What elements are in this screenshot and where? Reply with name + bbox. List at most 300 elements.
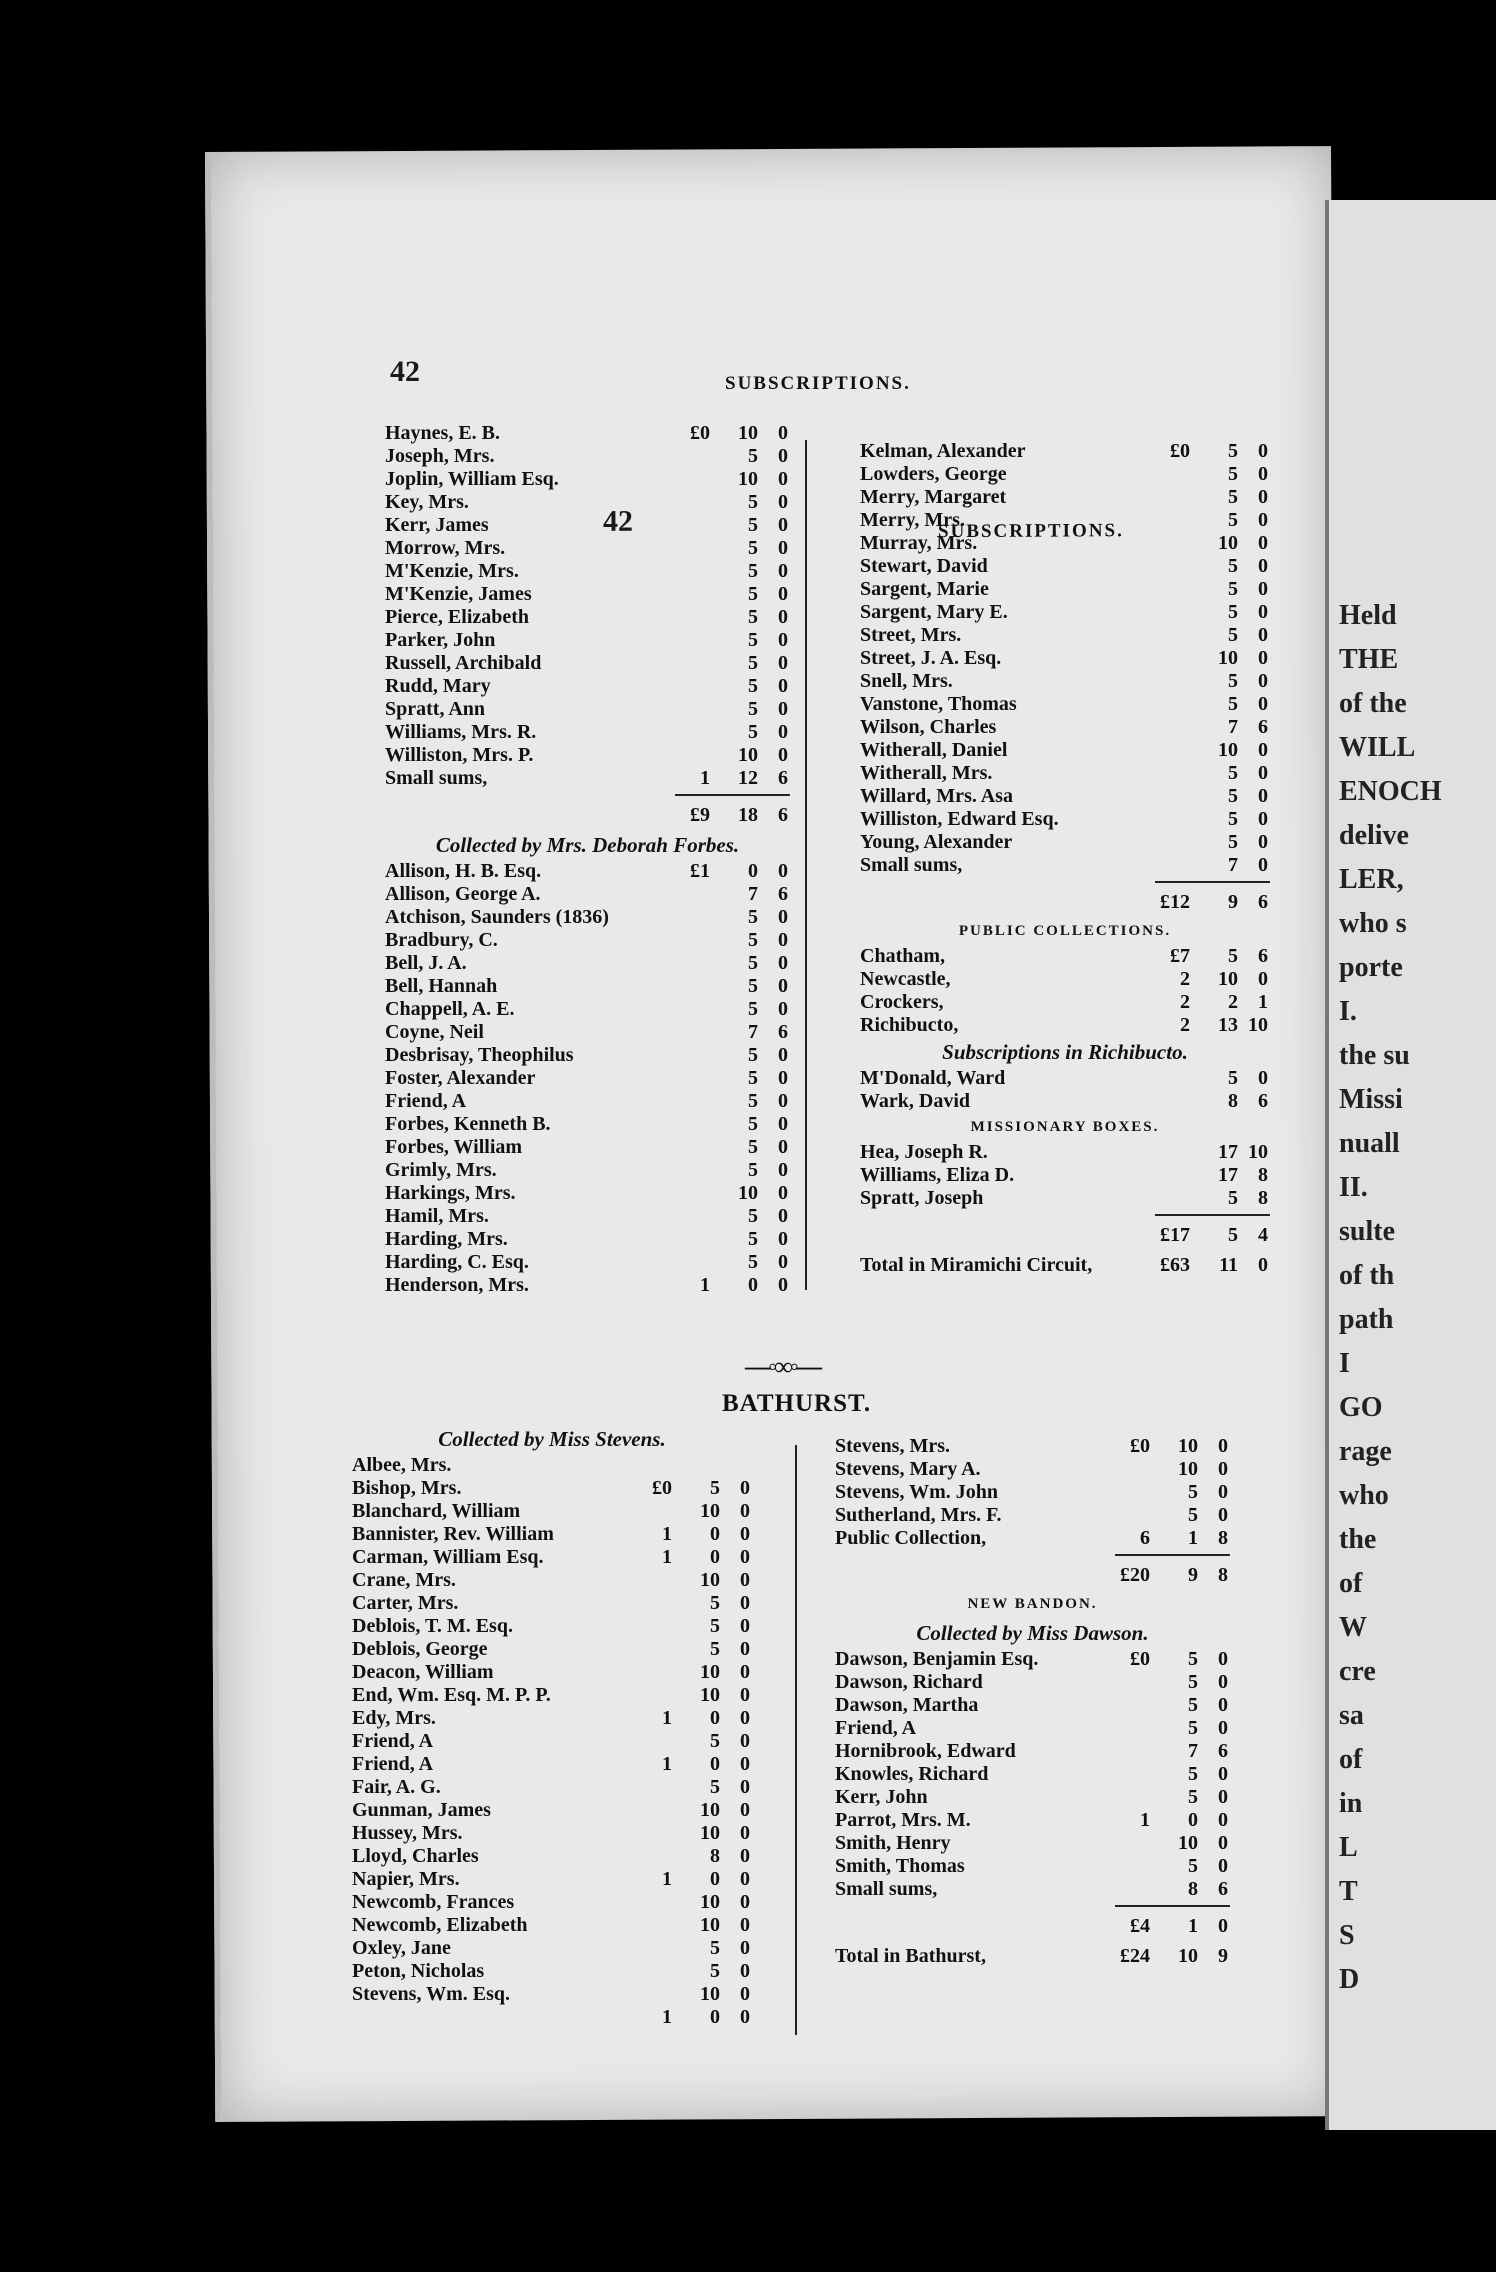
subscription-row (385, 468, 790, 491)
subscription-row (835, 1740, 1230, 1763)
shillings-value: 5 (1228, 831, 1238, 853)
subscription-row (835, 1435, 1230, 1458)
subscription-row (860, 762, 1270, 785)
shillings-value: 0 (710, 1753, 720, 1775)
subscription-row (860, 968, 1270, 991)
shillings-value: 5 (1228, 1187, 1238, 1209)
subscriber-name: Key, Mrs. (385, 491, 469, 513)
subscriber-name: Street, Mrs. (860, 624, 962, 646)
shillings-value: 5 (710, 1776, 720, 1798)
pence-value: 0 (778, 422, 788, 444)
subscriber-name: Harding, C. Esq. (385, 1251, 529, 1273)
collector-heading: Collected by Mrs. Deborah Forbes. (435, 833, 740, 857)
subscription-row (385, 606, 790, 629)
collector-heading: Collected by Miss Stevens. (438, 1427, 666, 1451)
pence-value: 0 (778, 583, 788, 605)
shillings-value: 10 (700, 1500, 720, 1522)
facing-page-text: LER, (1339, 864, 1404, 895)
shillings-value: 5 (1228, 601, 1238, 623)
total-pounds: £4 (1130, 1915, 1150, 1937)
shillings-value: 5 (748, 1067, 758, 1089)
pence-value: 0 (778, 1228, 788, 1250)
facing-page-text: path (1339, 1304, 1394, 1335)
subscriber-name: Peton, Nicholas (352, 1960, 485, 1982)
shillings-value: 5 (1188, 1763, 1198, 1785)
subscriber-name: Dawson, Benjamin Esq. (835, 1648, 1039, 1670)
subscription-row (835, 1786, 1230, 1809)
pence-value: 0 (1258, 578, 1268, 600)
shillings-value: 5 (748, 975, 758, 997)
subscription-row (835, 1763, 1230, 1786)
pence-value: 0 (740, 1684, 750, 1706)
shillings-value: 0 (710, 1546, 720, 1568)
facing-page-text: porte (1339, 952, 1403, 983)
total-shillings: 18 (738, 804, 758, 826)
subscriber-name: Edy, Mrs. (352, 1707, 436, 1729)
pence-value: 0 (1258, 808, 1268, 830)
subscription-row (835, 1832, 1230, 1855)
pence-value: 0 (778, 1136, 788, 1158)
subscription-row (385, 560, 790, 583)
shillings-value: 5 (748, 1159, 758, 1181)
shillings-value: 13 (1218, 1014, 1238, 1036)
total-shillings: 11 (1219, 1254, 1238, 1276)
sum-rule (385, 790, 790, 800)
total-pounds: £20 (1120, 1564, 1150, 1586)
shillings-value: 8 (710, 1845, 720, 1867)
shillings-value: 10 (1178, 1435, 1198, 1457)
subscription-row (835, 1648, 1230, 1671)
pounds-value: 1 (662, 1546, 672, 1568)
facing-page-text: D (1339, 1964, 1360, 1995)
facing-page-edge (1325, 200, 1496, 2130)
pounds-value: £0 (652, 1477, 672, 1499)
subscriber-name: Harkings, Mrs. (385, 1182, 516, 1204)
subscription-row (385, 952, 790, 975)
subscription-row (835, 1855, 1230, 1878)
facing-page-text: rage (1339, 1436, 1392, 1467)
pence-value: 0 (778, 629, 788, 651)
subscription-row (385, 1274, 790, 1297)
pence-value: 0 (778, 952, 788, 974)
subscription-row (860, 1090, 1270, 1113)
subscriber-name: Joplin, William Esq. (385, 468, 559, 490)
total-row (860, 1250, 1270, 1280)
running-head: SUBSCRIPTIONS. (937, 520, 1124, 543)
subscriber-name: Stevens, Wm. Esq. (352, 1983, 510, 2005)
subscription-row (860, 601, 1270, 624)
subscriber-name: Friend, A (352, 1753, 434, 1775)
subscription-row (352, 1615, 752, 1638)
subscriber-name: Allison, H. B. Esq. (385, 860, 542, 882)
subscriber-name: Pierce, Elizabeth (385, 606, 530, 628)
subscriber-name: Stewart, David (860, 555, 988, 577)
pence-value: 0 (1258, 555, 1268, 577)
subscriber-name: Friend, A (385, 1090, 467, 1112)
subscription-row (835, 1481, 1230, 1504)
subscription-row (385, 698, 790, 721)
shillings-value: 5 (1188, 1504, 1198, 1526)
pence-value: 0 (778, 514, 788, 536)
pence-value: 0 (778, 929, 788, 951)
subscription-row (385, 767, 790, 790)
shillings-value: 10 (700, 1661, 720, 1683)
subscriber-name: Witherall, Mrs. (860, 762, 993, 784)
sum-rule (835, 1550, 1230, 1560)
subscription-row (385, 629, 790, 652)
shillings-value: 5 (1228, 785, 1238, 807)
shillings-value: 0 (710, 1868, 720, 1890)
pounds-value: 2 (1180, 991, 1190, 1013)
subscription-row (385, 1228, 790, 1251)
shillings-value: 5 (748, 652, 758, 674)
facing-page-text: of (1339, 1744, 1363, 1775)
pence-value: 0 (740, 1799, 750, 1821)
left-column-bottom (352, 1424, 752, 2029)
subscription-row (860, 440, 1270, 463)
pence-value: 0 (740, 1638, 750, 1660)
shillings-value: 5 (1228, 693, 1238, 715)
subscriber-name: Deblois, George (352, 1638, 488, 1660)
subscription-row (385, 514, 790, 537)
shillings-value: 5 (1188, 1717, 1198, 1739)
subscription-row (860, 532, 1270, 555)
subscriber-name: Sargent, Marie (860, 578, 989, 600)
subscriber-name: Lowders, George (860, 463, 1007, 485)
pence-value: 0 (1258, 693, 1268, 715)
shillings-value: 10 (738, 468, 758, 490)
subscription-row (352, 1960, 752, 1983)
subscriber-name: Dawson, Richard (835, 1671, 983, 1693)
subscriber-name: Smith, Henry (835, 1832, 951, 1854)
pounds-value: 1 (662, 2006, 672, 2028)
pounds-value: 1 (662, 1523, 672, 1545)
pounds-value: 1 (662, 1753, 672, 1775)
pence-value: 6 (1218, 1878, 1228, 1900)
new-bandon-heading: NEW BANDON. (967, 1596, 1098, 1612)
subscriber-name: Bannister, Rev. William (352, 1523, 554, 1545)
pence-value: 0 (778, 906, 788, 928)
subscriber-name: Friend, A (835, 1717, 917, 1739)
pence-value: 6 (778, 883, 788, 905)
shillings-value: 5 (1228, 762, 1238, 784)
subscriber-name: Newcomb, Frances (352, 1891, 515, 1913)
pounds-value: 2 (1180, 1014, 1190, 1036)
total-label: Total in Bathurst, (835, 1945, 986, 1967)
subscriber-name: Richibucto, (860, 1014, 959, 1036)
subscriber-name: Grimly, Mrs. (385, 1159, 497, 1181)
subscription-row (352, 1868, 752, 1891)
subscription-row (385, 583, 790, 606)
subscription-row (352, 1523, 752, 1546)
richibucto-heading: Subscriptions in Richibucto. (942, 1040, 1188, 1064)
pence-value: 1 (1258, 991, 1268, 1013)
subscription-row (860, 555, 1270, 578)
subscriber-name: Desbrisay, Theophilus (385, 1044, 574, 1066)
shillings-value: 5 (748, 1228, 758, 1250)
subscriber-name: M'Kenzie, Mrs. (385, 560, 519, 582)
shillings-value: 5 (1228, 486, 1238, 508)
subscription-row (835, 1809, 1230, 1832)
pence-value: 0 (1258, 601, 1268, 623)
shillings-value: 0 (710, 1523, 720, 1545)
subscriber-name: Spratt, Ann (385, 698, 486, 720)
pence-value: 0 (778, 560, 788, 582)
subscription-row (352, 2006, 752, 2029)
pence-value: 0 (1258, 486, 1268, 508)
facing-page-text: THE (1339, 644, 1399, 675)
subscriber-name: Blanchard, William (352, 1500, 521, 1522)
subscription-row (860, 1164, 1270, 1187)
shillings-value: 10 (738, 744, 758, 766)
subscriber-name: Kerr, John (835, 1786, 928, 1808)
total-pounds: £17 (1160, 1224, 1190, 1246)
shillings-value: 5 (710, 1638, 720, 1660)
shillings-value: 5 (1228, 578, 1238, 600)
pence-value: 10 (1248, 1141, 1268, 1163)
pounds-value: 6 (1140, 1527, 1150, 1549)
total-pounds: £24 (1120, 1945, 1150, 1967)
total-shillings: 1 (1188, 1915, 1198, 1937)
running-head-label: SUBSCRIPTIONS. (725, 373, 911, 394)
subscriber-name: Sutherland, Mrs. F. (835, 1504, 1002, 1526)
subscriber-name: Snell, Mrs. (860, 670, 953, 692)
total-pence: 6 (1258, 891, 1268, 913)
subscription-row (352, 1730, 752, 1753)
facing-page-text: in (1339, 1788, 1363, 1819)
pence-value: 0 (740, 1592, 750, 1614)
subscription-row (835, 1504, 1230, 1527)
shillings-value: 7 (1228, 854, 1238, 876)
subscriber-name: Public Collection, (835, 1527, 987, 1549)
subscription-row (860, 670, 1270, 693)
subscriber-name: Parrot, Mrs. M. (835, 1809, 971, 1831)
pence-value: 0 (778, 721, 788, 743)
subscriber-name: Henderson, Mrs. (385, 1274, 529, 1296)
subscription-row (352, 1845, 752, 1868)
total-pence: 8 (1218, 1564, 1228, 1586)
total-pence: 9 (1218, 1945, 1228, 1967)
pounds-value: £0 (1130, 1435, 1150, 1457)
pence-value: 6 (778, 1021, 788, 1043)
shillings-value: 17 (1218, 1141, 1238, 1163)
subscriber-name: Merry, Margaret (860, 486, 1007, 508)
pence-value: 0 (740, 1477, 750, 1499)
shillings-value: 5 (748, 929, 758, 951)
total-row (860, 1220, 1270, 1250)
sum-rule (860, 1210, 1270, 1220)
shillings-value: 5 (748, 675, 758, 697)
shillings-value: 5 (710, 1937, 720, 1959)
shillings-value: 1 (1188, 1527, 1198, 1549)
subscription-row (860, 854, 1270, 877)
total-pounds: £12 (1160, 891, 1190, 913)
pence-value: 0 (1258, 509, 1268, 531)
subscriber-name: Bell, J. A. (385, 952, 467, 974)
pence-value: 0 (778, 698, 788, 720)
pence-value: 0 (778, 1205, 788, 1227)
shillings-value: 5 (748, 606, 758, 628)
total-row (835, 1941, 1230, 1971)
subscriber-name: End, Wm. Esq. M. P. P. (352, 1684, 551, 1706)
subscriber-name: Witherall, Daniel (860, 739, 1008, 761)
total-row (835, 1560, 1230, 1590)
pence-value: 0 (1218, 1763, 1228, 1785)
shillings-value: 0 (1188, 1809, 1198, 1831)
shillings-value: 2 (1228, 991, 1238, 1013)
subscriber-name: Oxley, Jane (352, 1937, 451, 1959)
shillings-value: 10 (738, 422, 758, 444)
total-row (835, 1911, 1230, 1941)
shillings-value: 5 (748, 1090, 758, 1112)
shillings-value: 10 (1218, 532, 1238, 554)
missionary-boxes-heading: MISSIONARY BOXES. (970, 1119, 1160, 1135)
subscriber-name: Hussey, Mrs. (352, 1822, 463, 1844)
total-shillings: 9 (1188, 1564, 1198, 1586)
subscription-row (352, 1707, 752, 1730)
subscriber-name: Hea, Joseph R. (860, 1141, 988, 1163)
facing-page-text: S (1339, 1920, 1355, 1951)
subscription-row (352, 1914, 752, 1937)
subscriber-name: Albee, Mrs. (352, 1454, 452, 1476)
pence-value: 6 (1258, 1090, 1268, 1112)
pence-value: 0 (778, 1274, 788, 1296)
section-ornament: —◦∞◦— (745, 1352, 819, 1381)
subscriber-name: Rudd, Mary (385, 675, 491, 697)
shillings-value: 5 (748, 629, 758, 651)
subscription-row (352, 1638, 752, 1661)
subscriber-name: Hornibrook, Edward (835, 1740, 1016, 1762)
pounds-value: 1 (662, 1707, 672, 1729)
subscription-row (352, 1822, 752, 1845)
shillings-value: 8 (1188, 1878, 1198, 1900)
subscriber-name: Kelman, Alexander (860, 440, 1026, 462)
shillings-value: 5 (748, 1251, 758, 1273)
shillings-value: 12 (738, 767, 758, 789)
subscription-row (860, 463, 1270, 486)
shillings-value: 7 (1228, 716, 1238, 738)
facing-page-text: T (1339, 1876, 1358, 1907)
subscription-row (860, 1067, 1270, 1090)
subscriber-name: M'Kenzie, James (385, 583, 532, 605)
subscriber-name: Joseph, Mrs. (385, 445, 495, 467)
pence-value: 0 (740, 1983, 750, 2005)
pence-value: 8 (1218, 1527, 1228, 1549)
subscriber-name: Foster, Alexander (385, 1067, 536, 1089)
subscriber-name: Williston, Mrs. P. (385, 744, 534, 766)
shillings-value: 10 (700, 1914, 720, 1936)
subscriber-name: Friend, A (352, 1730, 434, 1752)
pence-value: 0 (778, 652, 788, 674)
shillings-value: 5 (1228, 1067, 1238, 1089)
pence-value: 0 (740, 2006, 750, 2028)
pence-value: 0 (1218, 1671, 1228, 1693)
subscriber-name: Newcomb, Elizabeth (352, 1914, 528, 1936)
subscription-row (860, 808, 1270, 831)
pence-value: 0 (778, 1067, 788, 1089)
pence-value: 0 (1218, 1481, 1228, 1503)
subscription-row (385, 675, 790, 698)
subscription-row (385, 1136, 790, 1159)
subscriber-name: Stevens, Mary A. (835, 1458, 981, 1480)
pence-value: 0 (1258, 739, 1268, 761)
facing-page-text: I (1339, 1348, 1350, 1379)
subscription-row (352, 1753, 752, 1776)
total-pounds: £9 (690, 804, 710, 826)
subscription-row (385, 1251, 790, 1274)
pence-value: 0 (778, 537, 788, 559)
facing-page-text: Held (1339, 600, 1397, 631)
shillings-value: 10 (700, 1822, 720, 1844)
pounds-value: £0 (690, 422, 710, 444)
subscriber-name: Willard, Mrs. Asa (860, 785, 1013, 807)
facing-page-text: who (1339, 1480, 1389, 1511)
total-pence: 6 (778, 804, 788, 826)
subscriber-name: Knowles, Richard (835, 1763, 989, 1785)
pence-value: 0 (740, 1661, 750, 1683)
subscriber-name: Stevens, Wm. John (835, 1481, 998, 1503)
subscription-row (385, 1067, 790, 1090)
pence-value: 0 (1258, 463, 1268, 485)
subscriber-name: Parker, John (385, 629, 496, 651)
pounds-value: £0 (1170, 440, 1190, 462)
subscription-row (385, 422, 790, 445)
subscriber-name: Fair, A. G. (352, 1776, 441, 1798)
pence-value: 0 (740, 1868, 750, 1890)
subscription-row (352, 1684, 752, 1707)
shillings-value: 5 (1228, 463, 1238, 485)
shillings-value: 5 (1188, 1671, 1198, 1693)
subscription-row (385, 929, 790, 952)
subscriber-name: Forbes, William (385, 1136, 523, 1158)
facing-page-text: cre (1339, 1656, 1376, 1687)
facing-page-text: who s (1339, 908, 1407, 939)
pence-value: 0 (1218, 1504, 1228, 1526)
subscription-row (385, 721, 790, 744)
pence-value: 0 (1218, 1832, 1228, 1854)
facing-page-text: nuall (1339, 1128, 1400, 1159)
subscription-row (860, 647, 1270, 670)
pounds-value: £1 (690, 860, 710, 882)
shillings-value: 8 (1228, 1090, 1238, 1112)
subscriber-name: Russell, Archibald (385, 652, 542, 674)
subscriber-name: Deblois, T. M. Esq. (352, 1615, 513, 1637)
subscription-row (860, 1141, 1270, 1164)
pence-value: 0 (1258, 440, 1268, 462)
shillings-value: 5 (748, 906, 758, 928)
shillings-value: 10 (700, 1569, 720, 1591)
facing-page-text: II. (1339, 1172, 1368, 1203)
pence-value: 0 (778, 675, 788, 697)
pounds-value: 1 (700, 1274, 710, 1296)
facing-page-text: of the (1339, 688, 1407, 719)
subscriber-name: Hamil, Mrs. (385, 1205, 489, 1227)
subscriber-name: Williston, Edward Esq. (860, 808, 1059, 830)
pence-value: 0 (740, 1730, 750, 1752)
subscription-row (860, 785, 1270, 808)
subscriber-name: Bradbury, C. (385, 929, 498, 951)
pence-value: 0 (740, 1546, 750, 1568)
pence-value: 0 (778, 1044, 788, 1066)
pence-value: 0 (1218, 1717, 1228, 1739)
shillings-value: 17 (1218, 1164, 1238, 1186)
subscriber-name: Spratt, Joseph (860, 1187, 984, 1209)
page-number: 42 (602, 504, 634, 538)
shillings-value: 5 (1228, 808, 1238, 830)
pence-value: 0 (1218, 1855, 1228, 1877)
pence-value: 6 (778, 767, 788, 789)
shillings-value: 5 (748, 698, 758, 720)
